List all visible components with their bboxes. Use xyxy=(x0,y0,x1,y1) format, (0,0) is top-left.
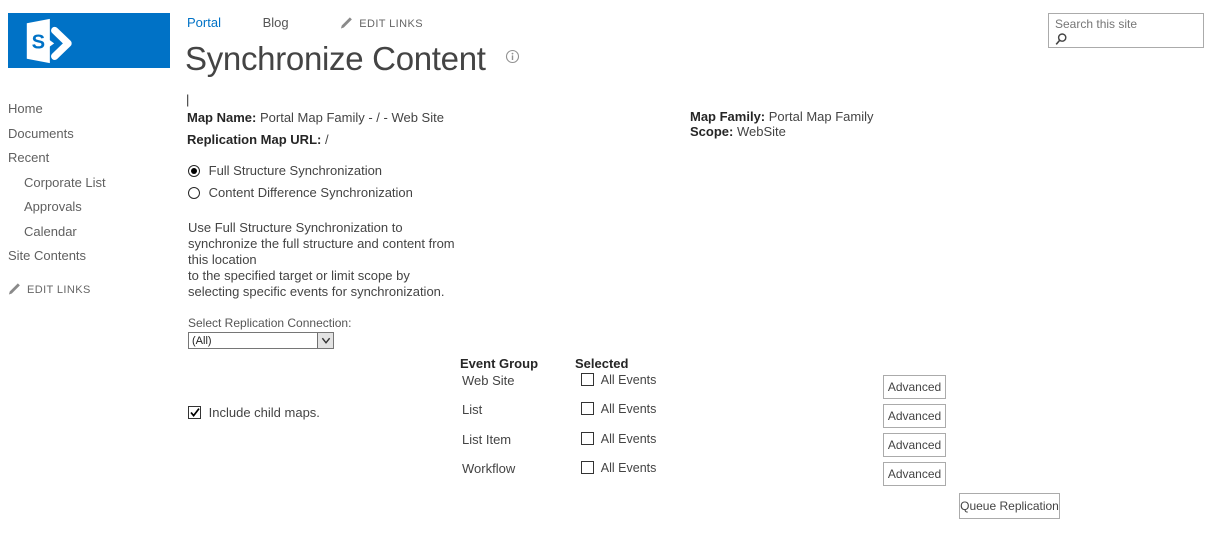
sidebar-item-corporate-list[interactable]: Corporate List xyxy=(24,174,106,190)
checkmark-icon xyxy=(189,407,201,419)
radio-content-difference-control[interactable] xyxy=(188,187,200,199)
top-edit-links-label: EDIT LINKS xyxy=(359,18,423,30)
map-family-label: Map Family: xyxy=(690,109,766,124)
search-input[interactable] xyxy=(1055,17,1195,31)
event-row-label: List xyxy=(462,402,483,417)
all-events-checkbox[interactable] xyxy=(581,373,594,386)
description-line: selecting specific events for synchronization. xyxy=(188,284,445,299)
description-line: synchronize the full structure and content from xyxy=(188,236,455,251)
sidebar-edit-links-label: EDIT LINKS xyxy=(27,283,91,296)
text-caret: | xyxy=(186,92,190,107)
selected-header: Selected xyxy=(575,356,629,371)
sidebar-item-recent[interactable]: Recent xyxy=(8,150,50,165)
radio-full-structure[interactable] xyxy=(188,163,413,185)
pencil-icon xyxy=(8,282,21,295)
include-child-maps-label: Include child maps. xyxy=(208,405,320,420)
pencil-icon xyxy=(340,16,353,29)
advanced-button-list-item[interactable]: Advanced xyxy=(883,433,946,457)
all-events-label: All Events xyxy=(600,373,657,387)
page-title: Synchronize Content xyxy=(185,40,486,77)
radio-content-difference[interactable] xyxy=(188,185,413,207)
advanced-button-workflow[interactable]: Advanced xyxy=(883,462,946,486)
scope-value: WebSite xyxy=(736,124,786,139)
top-edit-links[interactable] xyxy=(340,16,423,30)
replication-url-value: / xyxy=(324,132,329,147)
map-name-row xyxy=(187,110,444,125)
advanced-button-list[interactable]: Advanced xyxy=(883,404,946,428)
all-events-checkbox[interactable] xyxy=(581,461,594,474)
chevron-down-icon xyxy=(321,336,331,345)
event-row-web-site-all-events[interactable] xyxy=(581,373,656,387)
radio-content-difference-label: Content Difference Synchronization xyxy=(208,185,413,200)
event-row-list-all-events[interactable] xyxy=(581,402,656,416)
all-events-checkbox[interactable] xyxy=(581,402,594,415)
map-name-label: Map Name: xyxy=(187,110,257,125)
all-events-label: All Events xyxy=(600,461,657,475)
include-child-maps-checkbox[interactable] xyxy=(188,406,201,419)
connection-section xyxy=(188,316,351,349)
sidebar-item-home[interactable]: Home xyxy=(8,101,43,116)
event-group-header: Event Group xyxy=(460,356,539,371)
sidebar xyxy=(8,97,178,296)
sync-description xyxy=(188,220,455,300)
sidebar-edit-links[interactable] xyxy=(8,282,178,296)
tab-portal[interactable]: Portal xyxy=(187,15,221,30)
search-box xyxy=(1048,13,1204,48)
sharepoint-logo[interactable] xyxy=(8,13,170,68)
sidebar-item-calendar[interactable]: Calendar xyxy=(24,223,77,239)
radio-full-structure-control[interactable] xyxy=(188,165,200,177)
tab-blog[interactable]: Blog xyxy=(262,15,289,30)
replication-url-label: Replication Map URL: xyxy=(187,132,322,147)
sidebar-item-site-contents[interactable]: Site Contents xyxy=(8,248,87,263)
radio-full-structure-label: Full Structure Synchronization xyxy=(208,163,383,178)
svg-text:S: S xyxy=(31,31,46,54)
info-icon[interactable] xyxy=(505,34,520,72)
description-line: Use Full Structure Synchronization to xyxy=(188,220,403,235)
event-row-label: List Item xyxy=(462,432,512,447)
replication-url-row xyxy=(187,132,329,147)
connection-selected-value: (All) xyxy=(192,335,212,347)
top-nav xyxy=(187,15,423,31)
include-child-maps-row[interactable] xyxy=(188,405,320,420)
sidebar-item-documents[interactable]: Documents xyxy=(8,125,74,141)
advanced-button-web-site[interactable]: Advanced xyxy=(883,375,946,399)
sharepoint-logo-icon xyxy=(14,17,78,65)
sync-type-radio-group xyxy=(188,163,413,207)
dropdown-arrow-button[interactable] xyxy=(317,333,333,348)
event-row-workflow-all-events[interactable] xyxy=(581,461,656,475)
event-row-label: Workflow xyxy=(462,461,516,476)
map-name-value: Portal Map Family - / - Web Site xyxy=(259,110,444,125)
page-title-row xyxy=(185,34,520,78)
connection-dropdown[interactable] xyxy=(188,332,334,349)
sidebar-item-approvals[interactable]: Approvals xyxy=(24,199,82,214)
connection-label: Select Replication Connection: xyxy=(188,316,352,330)
event-row-list-item-all-events[interactable] xyxy=(581,432,656,446)
map-family-value: Portal Map Family xyxy=(768,109,874,124)
description-line: to the specified target or limit scope by xyxy=(188,268,410,283)
all-events-checkbox[interactable] xyxy=(581,432,594,445)
all-events-label: All Events xyxy=(600,432,657,446)
description-line: this location xyxy=(188,252,257,267)
queue-replication-button[interactable]: Queue Replication xyxy=(959,493,1060,519)
event-row-label: Web Site xyxy=(462,373,515,388)
scope-label: Scope: xyxy=(690,124,734,139)
map-family-block xyxy=(690,109,874,139)
all-events-label: All Events xyxy=(600,402,657,416)
search-icon[interactable] xyxy=(1055,33,1068,46)
